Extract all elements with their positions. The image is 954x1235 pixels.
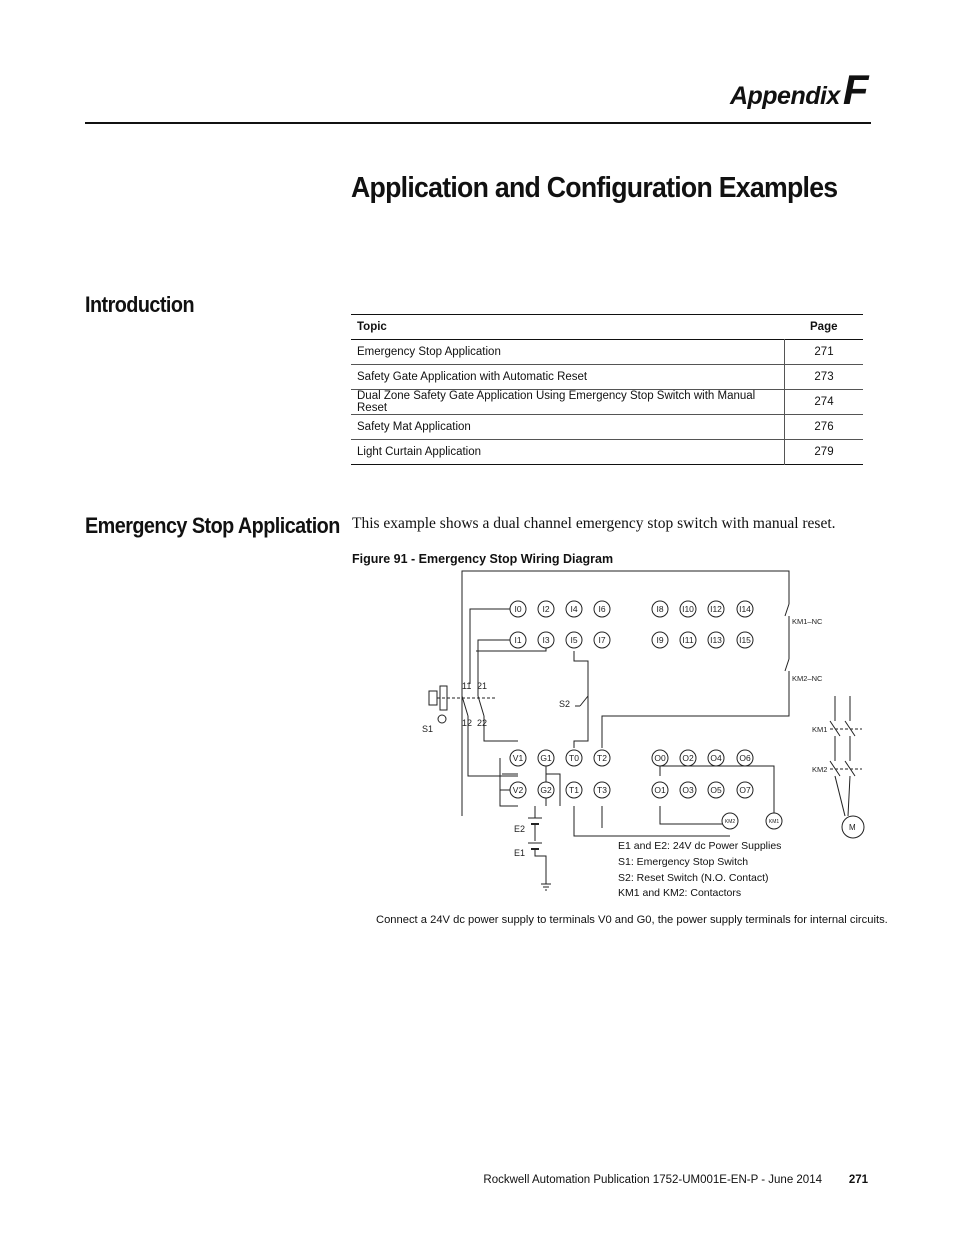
topic-cell: Safety Mat Application <box>357 421 471 433</box>
footer-publication: Rockwell Automation Publication 1752-UM001E-EN-P - June 2014 <box>483 1174 822 1186</box>
terminal-label: O3 <box>682 785 694 795</box>
terminal-label: O4 <box>710 753 722 763</box>
km2-nc-label: KM2–NC <box>792 674 823 683</box>
page-cell: 274 <box>785 390 864 415</box>
table-header-row <box>351 315 863 340</box>
legend-line: KM1 and KM2: Contactors <box>618 887 742 896</box>
terminal-label: I10 <box>682 604 694 614</box>
terminal-label: I6 <box>598 604 606 614</box>
terminal-label: I2 <box>542 604 550 614</box>
header-rule <box>85 122 871 124</box>
terminal-label: T3 <box>597 785 607 795</box>
legend-line: S1: Emergency Stop Switch <box>618 856 749 868</box>
km1-nc-label: KM1–NC <box>792 617 823 626</box>
terminal-label: I4 <box>570 604 578 614</box>
terminal-label: I1 <box>514 635 522 645</box>
terminal-label: O1 <box>654 785 666 795</box>
footer-page-number: 271 <box>848 1174 868 1186</box>
table-row <box>351 340 863 365</box>
estop-body-text: This example shows a dual channel emergency stop switch with manual reset. <box>352 515 836 532</box>
terminal-label: I13 <box>710 635 722 645</box>
terminal-label: O7 <box>739 785 751 795</box>
table-row <box>351 440 863 465</box>
terminal-label: O2 <box>682 753 694 763</box>
terminal-label: I12 <box>710 604 722 614</box>
s1-label: S1 <box>422 724 434 734</box>
terminal-label: I8 <box>656 604 664 614</box>
power-supply-note: Connect a 24V dc power supply to terminals V0 and G0, the power supply terminals for internal circuits. <box>376 914 888 926</box>
terminal-label: I3 <box>542 635 550 645</box>
contact-12-label: 12 <box>462 718 473 728</box>
topics-table <box>351 314 863 465</box>
page-column-header: Page <box>810 321 838 333</box>
page-title: Application and Configuration Examples <box>351 172 838 204</box>
motor-label: M <box>849 823 856 832</box>
terminal-label: I7 <box>598 635 606 645</box>
page-cell: 273 <box>785 365 864 390</box>
e1-label: E1 <box>514 848 526 858</box>
page-cell: 276 <box>785 415 864 440</box>
km2-contact-label: KM2 <box>812 765 828 774</box>
terminal-label: V2 <box>512 785 524 795</box>
terminal-label: I9 <box>656 635 664 645</box>
table-row <box>351 415 863 440</box>
e2-label: E2 <box>514 824 526 834</box>
estop-heading: Emergency Stop Application <box>85 513 340 538</box>
terminal-label: T0 <box>569 753 579 763</box>
introduction-heading: Introduction <box>85 292 194 317</box>
terminal-label: O0 <box>654 753 666 763</box>
terminal-label: I0 <box>514 604 522 614</box>
terminal-label: T1 <box>569 785 579 795</box>
legend-line: S2: Reset Switch (N.O. Contact) <box>618 872 769 884</box>
page-cell: 279 <box>785 440 864 465</box>
km1-coil-label: KM1 <box>768 819 780 825</box>
km2-coil-label: KM2 <box>724 819 736 825</box>
page-cell: 271 <box>785 340 864 365</box>
s2-label: S2 <box>559 699 571 709</box>
contact-22-label: 22 <box>477 718 488 728</box>
terminal-label: V1 <box>512 753 524 763</box>
table-row <box>351 390 863 415</box>
table-row <box>351 365 863 390</box>
legend-line: E1 and E2: 24V dc Power Supplies <box>618 840 782 852</box>
appendix-word: Appendix <box>729 82 840 110</box>
terminal-label: I15 <box>739 635 751 645</box>
terminal-label: O5 <box>710 785 722 795</box>
topic-cell: Dual Zone Safety Gate Application Using Emergency Stop Switch with Manual Reset <box>357 390 756 414</box>
topic-cell: Light Curtain Application <box>357 446 482 458</box>
terminal-label: I11 <box>682 635 694 645</box>
terminal-label: I14 <box>739 604 751 614</box>
appendix-label <box>730 66 868 114</box>
terminal-label: I5 <box>570 635 578 645</box>
contact-21-label: 21 <box>477 681 488 691</box>
terminal-label: G1 <box>540 753 552 763</box>
topic-cell: Emergency Stop Application <box>357 346 501 358</box>
figure-caption: Figure 91 - Emergency Stop Wiring Diagram <box>352 552 614 566</box>
topic-column-header: Topic <box>357 321 387 333</box>
wiring-diagram <box>400 566 870 896</box>
appendix-letter: F <box>842 66 868 113</box>
terminal-label: G2 <box>540 785 552 795</box>
km1-contact-label: KM1 <box>812 725 828 734</box>
terminal-label: O6 <box>739 753 751 763</box>
topic-cell: Safety Gate Application with Automatic Reset <box>357 371 588 383</box>
contact-11-label: 11 <box>462 681 472 691</box>
terminal-label: T2 <box>597 753 607 763</box>
